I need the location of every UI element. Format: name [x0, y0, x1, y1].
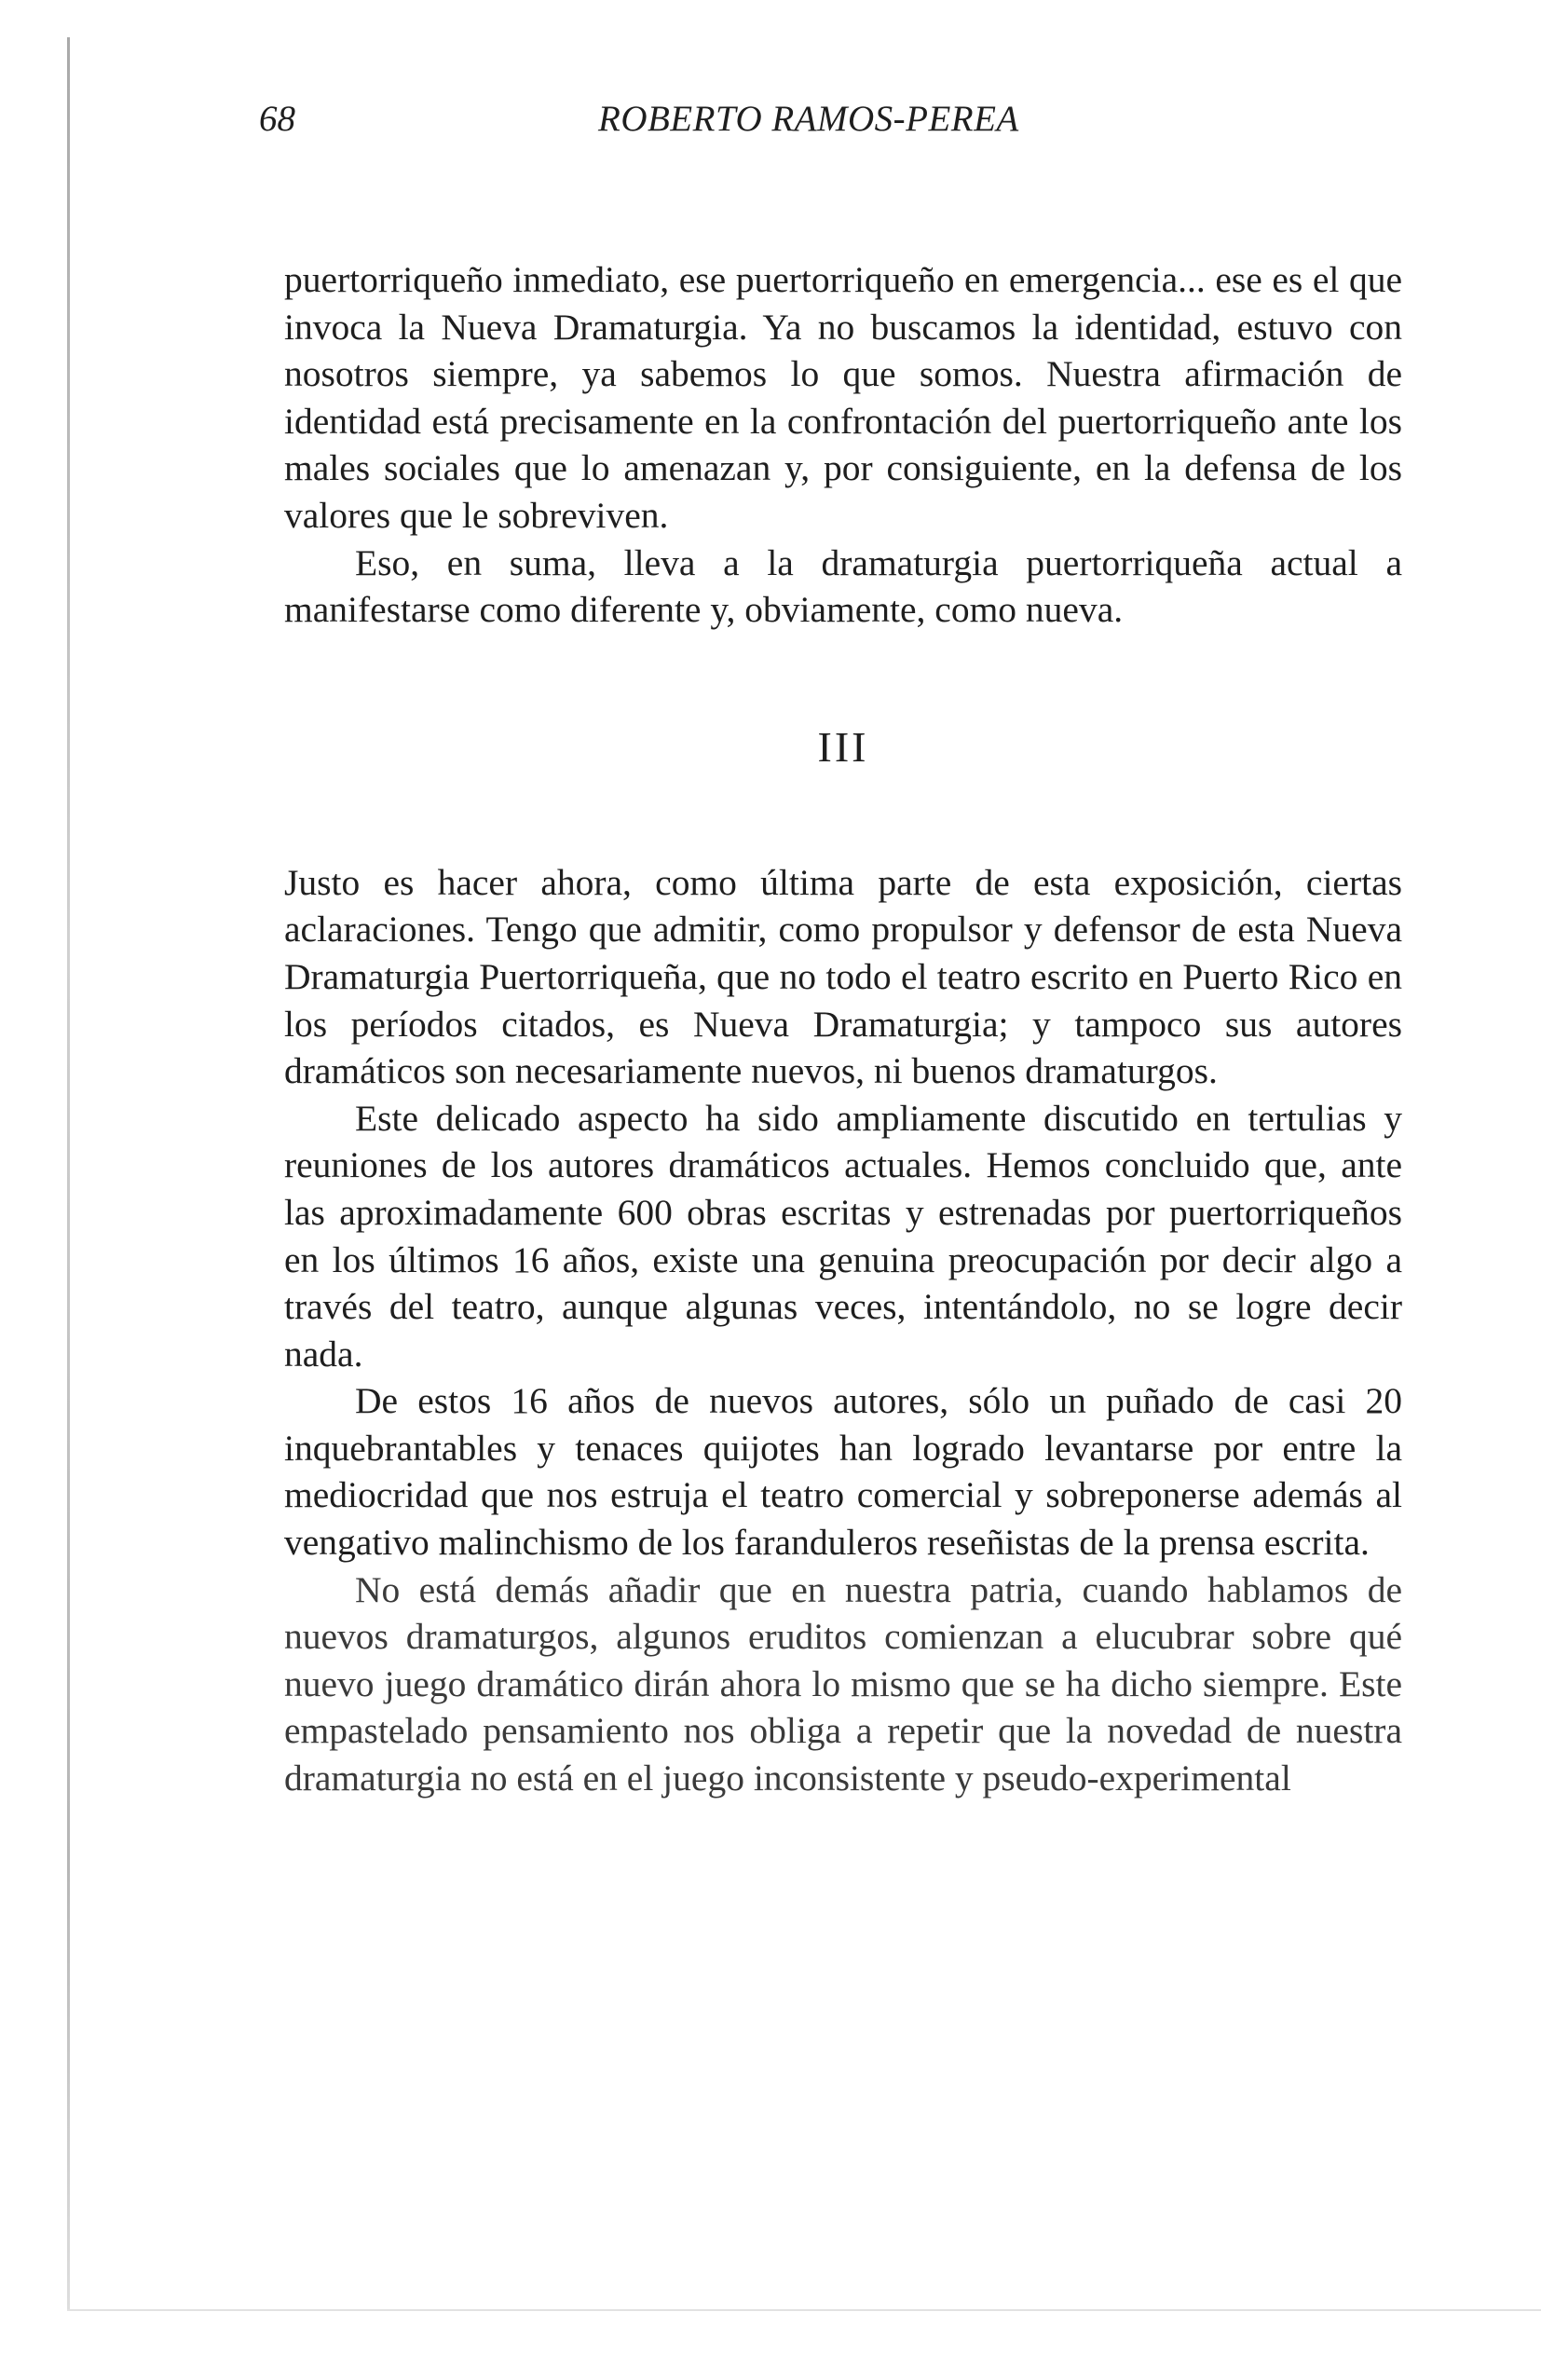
- section-heading: III: [817, 722, 869, 771]
- paragraph: De estos 16 años de nuevos autores, sólo un puñado de casi 20 inquebrantables y tenaces quijotes han logrado levantarse por entre la mediocridad que nos estruja el teatro comercial y sobreponerse además al vengativo malinchismo de los faranduleros reseñistas de la prensa escrita.: [284, 1380, 1402, 1564]
- page-header: [0, 98, 1541, 150]
- scan-binding-edge: [67, 37, 70, 2311]
- page-number: 68: [259, 99, 295, 139]
- running-head: ROBERTO RAMOS-PEREA: [598, 99, 1019, 139]
- paragraph: Eso, en suma, lleva a la dramaturgia puertorriqueña actual a manifestarse como diferente y, obviamente, como nueva.: [284, 541, 1402, 631]
- scan-bottom-edge: [67, 2309, 1541, 2311]
- paragraph: Justo es hacer ahora, como última parte de esta exposición, ciertas aclaraciones. Tengo que admitir, como propulsor y defensor de esta Nueva Dramaturgia Puertorriqueña, que no todo el teatro escrito en Puerto Rico en los períodos citados, es Nueva Dramaturgia; y tampoco sus autores dramáticos son necesariamente nuevos, ni buenos dramaturgos.: [284, 861, 1402, 1092]
- main-text: [284, 256, 1402, 1802]
- paragraph: No está demás añadir que en nuestra patria, cuando hablamos de nuevos dramaturgos, algunos eruditos comienzan a elucubrar sobre qué nuevo juego dramático dirán ahora lo mismo que se ha dicho siempre. Este empastelado pensamiento nos obliga a repetir que la novedad de nuestra dramaturgia no está en el juego inconsistente y pseudo-experimental: [284, 1568, 1402, 1799]
- paragraph-continued: puertorriqueño inmediato, ese puertorriqueño en emergencia... ese es el que invoca la Nueva Dramaturgia. Ya no buscamos la identidad, estuvo con nosotros siempre, ya sabemos lo que somos. Nuestra afirmación de identidad está precisamente en la confrontación del puertorriqueño ante los males sociales que lo amenazan y, por consiguiente, en la defensa de los valores que le sobreviven.: [284, 259, 1402, 536]
- paragraph: Este delicado aspecto ha sido ampliamente discutido en tertulias y reuniones de los autores dramáticos actuales. Hemos concluido que, ante las aproximadamente 600 obras escritas y estrenadas por puertorriqueños en los últimos 16 años, existe una genuina preocupación por decir algo a través del teatro, aunque algunas veces, intentándolo, no se logre decir nada.: [284, 1097, 1402, 1375]
